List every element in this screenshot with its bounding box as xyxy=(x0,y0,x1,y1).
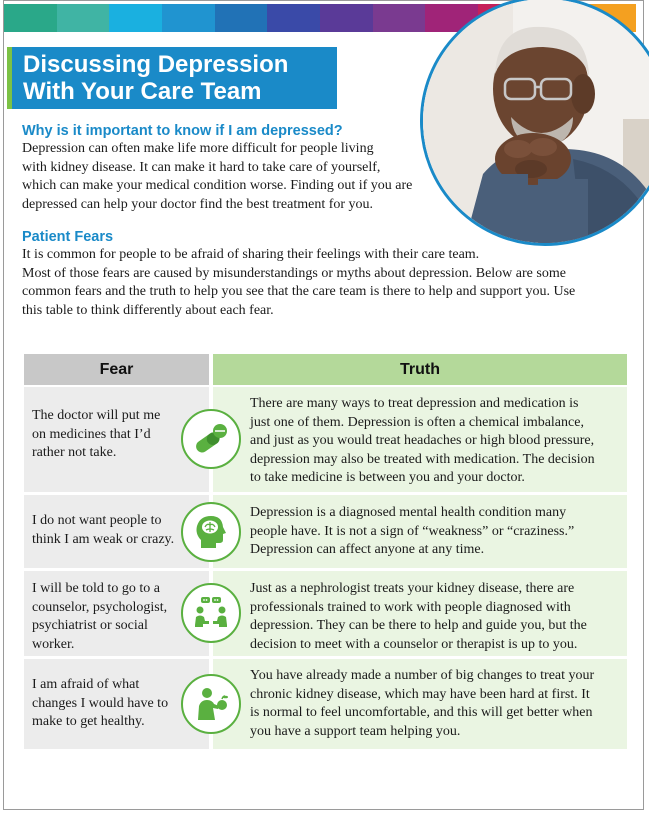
truth-text xyxy=(250,667,620,741)
table-row xyxy=(24,571,627,656)
fear-line: rather not take. xyxy=(32,445,117,460)
truth-line: Depression is a diagnosed mental health condition many xyxy=(250,505,567,520)
fears-paragraph xyxy=(22,246,575,320)
table-row xyxy=(24,495,627,568)
truth-line: you have a support team helping you. xyxy=(250,723,461,739)
truth-cell xyxy=(213,571,627,656)
truth-line: chronic kidney disease, which may have been hard at first. It xyxy=(250,686,590,702)
color-bar-segment xyxy=(162,4,215,32)
truth-cell xyxy=(213,495,627,568)
fear-line: think I am weak or crazy. xyxy=(32,531,175,547)
fear-line: changes I would have to xyxy=(32,695,169,711)
color-bar-segment xyxy=(320,4,373,32)
truth-cell xyxy=(213,387,627,492)
column-header-fear: Fear xyxy=(24,354,209,385)
truth-line: and just as you would treat headaches or high blood pressure, xyxy=(250,433,595,448)
man-thinking-illustration xyxy=(423,0,649,246)
truth-line: decision to meet with a counselor or therapist is up to you. xyxy=(250,636,578,652)
truth-text xyxy=(250,504,620,560)
head-brain-icon xyxy=(181,502,241,562)
page-title xyxy=(23,51,288,105)
table-row xyxy=(24,387,627,492)
section-heading-patient-fears: Patient Fears xyxy=(22,229,114,245)
color-bar-segment xyxy=(57,4,110,32)
truth-line: Depression can affect anyone at any time. xyxy=(250,542,485,557)
truth-line: professionals trained to work with people diagnosed with xyxy=(250,599,571,615)
truth-line: to take medicine is between you and your doctor. xyxy=(250,470,525,485)
page-title-line: Discussing Depression xyxy=(23,51,289,78)
color-bar-segment xyxy=(109,4,162,32)
section-heading-why: Why is it important to know if I am depressed? xyxy=(22,123,343,139)
paragraph-line: Depression can often make life more difficult for people living xyxy=(22,141,374,156)
counseling-icon xyxy=(181,583,241,643)
truth-line: just one of them. Depression is often a chemical imbalance, xyxy=(250,414,584,430)
fear-line: The doctor will put me xyxy=(32,408,161,423)
fear-text xyxy=(32,407,182,463)
fear-line: on medicines that I’d xyxy=(32,426,151,442)
truth-text xyxy=(250,580,620,654)
paragraph-line: common fears and the truth to help you see that the care team is there to help and support you. Use xyxy=(22,284,576,299)
truth-line: depression may also be treated with medication. The decision xyxy=(250,451,595,467)
paragraph-line: It is common for people to be afraid of sharing their feelings with their care team. xyxy=(22,247,480,262)
truth-line: You have already made a number of big changes to treat your xyxy=(250,668,595,683)
fear-line: psychiatrist or social xyxy=(32,618,148,633)
paragraph-line: Most of those fears are caused by misunderstandings or myths about depression. Below are some xyxy=(22,265,566,281)
fear-line: I will be told to go to a xyxy=(32,581,160,596)
truth-line: There are many ways to treat depression and medication is xyxy=(250,396,579,411)
color-bar-segment xyxy=(373,4,426,32)
title-box xyxy=(7,47,337,109)
truth-line: people have. It is not a sign of “weakness” or “craziness.” xyxy=(250,523,575,539)
why-paragraph xyxy=(22,140,412,214)
table-row xyxy=(24,659,627,749)
truth-cell xyxy=(213,659,627,749)
paragraph-line: depressed can help your doctor find the best treatment for you. xyxy=(22,196,374,212)
truth-line: is normal to feel uncomfortable, and this will get better when xyxy=(250,705,593,720)
fear-line: I do not want people to xyxy=(32,513,162,528)
fear-line: make to get healthy. xyxy=(32,714,145,729)
healthy-person-icon xyxy=(181,674,241,734)
fear-line: counselor, psychologist, xyxy=(32,599,168,615)
fear-line: worker. xyxy=(32,636,75,652)
color-bar-segment xyxy=(215,4,268,32)
truth-line: Just as a nephrologist treats your kidney disease, there are xyxy=(250,581,575,596)
paragraph-line: which can make your medical condition worse. Finding out if you are xyxy=(22,178,413,193)
page-title-line: With Your Care Team xyxy=(23,78,262,105)
paragraph-line: with kidney disease. It can make it hard to take care of yourself, xyxy=(22,159,381,175)
pills-icon xyxy=(181,409,241,469)
truth-text xyxy=(250,395,620,488)
fear-text xyxy=(32,676,182,732)
color-bar-segment xyxy=(4,4,57,32)
table-header xyxy=(24,354,627,385)
fear-line: I am afraid of what xyxy=(32,677,140,692)
color-bar-segment xyxy=(267,4,320,32)
paragraph-line: this table to think differently about each fear. xyxy=(22,302,274,318)
truth-line: depression. They can be there to help and guide you, but the xyxy=(250,618,587,633)
column-header-truth: Truth xyxy=(213,354,627,385)
